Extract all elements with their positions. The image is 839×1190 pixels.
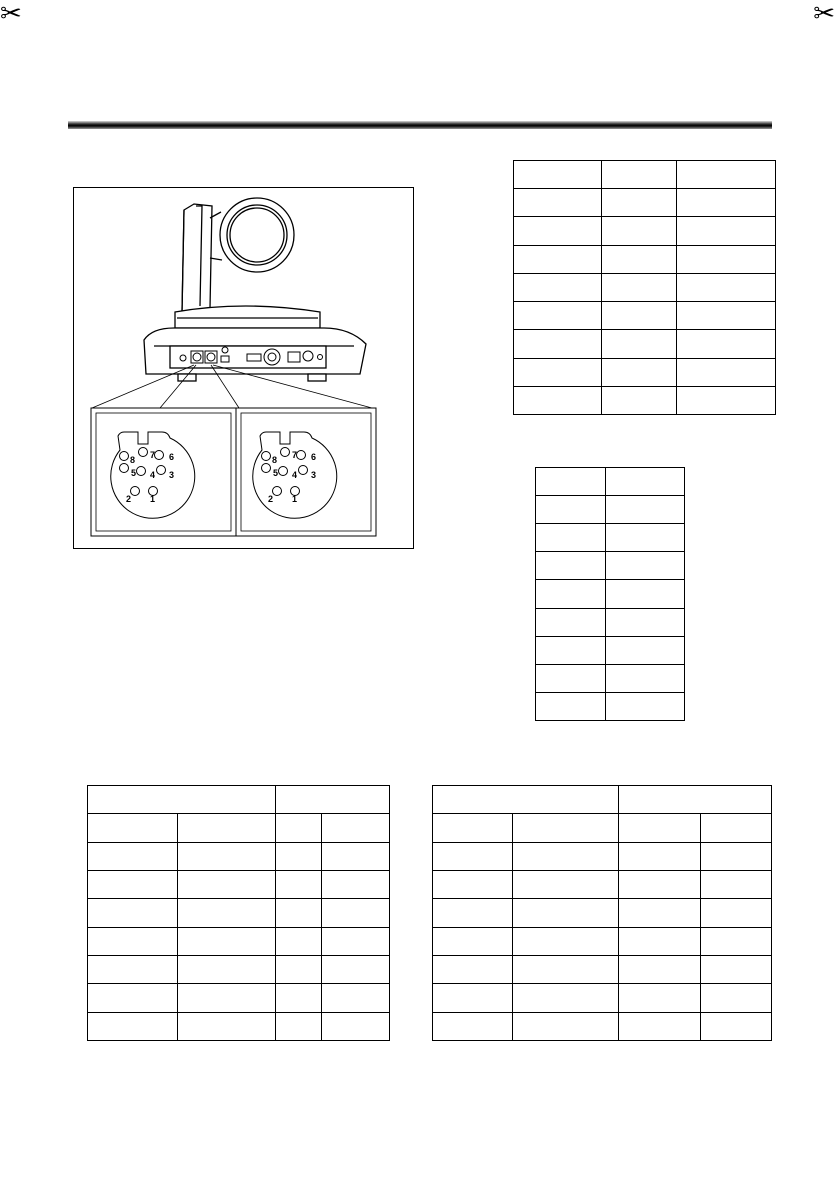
table-row (88, 927, 390, 955)
table-row (514, 302, 776, 330)
connection-table-right-body (433, 786, 772, 1041)
table-row (433, 870, 772, 898)
table-row (514, 161, 776, 189)
left-connector-detail (91, 408, 236, 536)
table-row (433, 984, 772, 1012)
left-pin-5: 5 (131, 468, 137, 478)
table-row (536, 580, 685, 608)
table-row (514, 358, 776, 386)
pin-definition-table-body (514, 161, 776, 415)
right-pin-1: 1 (292, 494, 298, 504)
table-row (433, 927, 772, 955)
table-row (536, 608, 685, 636)
table-row (88, 842, 390, 870)
table-row (514, 245, 776, 273)
table-row (514, 189, 776, 217)
left-pin-3: 3 (169, 470, 175, 480)
table-row (88, 814, 390, 842)
table-row (536, 636, 685, 664)
right-pin-8: 8 (272, 455, 278, 465)
left-pin-4: 4 (150, 470, 156, 480)
pin-number-table-body (536, 468, 685, 721)
table-row (433, 899, 772, 927)
table-row (88, 984, 390, 1012)
left-pin-6: 6 (169, 452, 175, 462)
pin-number-table (535, 467, 685, 721)
table-row (514, 217, 776, 245)
table-row (514, 273, 776, 301)
table-header-row (88, 786, 390, 814)
table-row (433, 955, 772, 983)
table-row (88, 1012, 390, 1040)
table-row (536, 692, 685, 720)
connection-table-right (432, 785, 772, 1041)
right-pin-6: 6 (311, 452, 317, 462)
camera-illustration (74, 188, 413, 548)
left-pin-2: 2 (126, 494, 132, 504)
table-header-row (433, 786, 772, 814)
scissors-right-icon: ✂ (813, 0, 835, 28)
table-row (88, 955, 390, 983)
right-pin-3: 3 (311, 470, 317, 480)
right-connector-detail (236, 408, 376, 536)
connection-table-left (87, 785, 390, 1041)
right-pin-4: 4 (292, 470, 298, 480)
right-pin-5: 5 (273, 468, 279, 478)
table-row (536, 496, 685, 524)
table-row (433, 1012, 772, 1040)
table-row (88, 870, 390, 898)
right-pin-7: 7 (292, 450, 298, 460)
table-row (514, 330, 776, 358)
left-pin-8: 8 (130, 455, 136, 465)
table-row (433, 814, 772, 842)
table-row (536, 664, 685, 692)
table-row (536, 468, 685, 496)
left-pin-7: 7 (150, 450, 156, 460)
camera-rear-panel-figure (73, 187, 414, 549)
left-pin-1: 1 (150, 494, 156, 504)
connection-table-left-body (88, 786, 390, 1041)
table-row (536, 524, 685, 552)
table-row (514, 386, 776, 414)
table-row (433, 842, 772, 870)
pin-definition-table (513, 160, 776, 415)
scissors-left-icon: ✂ (0, 0, 22, 28)
header-rule (68, 121, 772, 129)
right-pin-2: 2 (268, 494, 274, 504)
table-row (88, 899, 390, 927)
table-row (536, 552, 685, 580)
